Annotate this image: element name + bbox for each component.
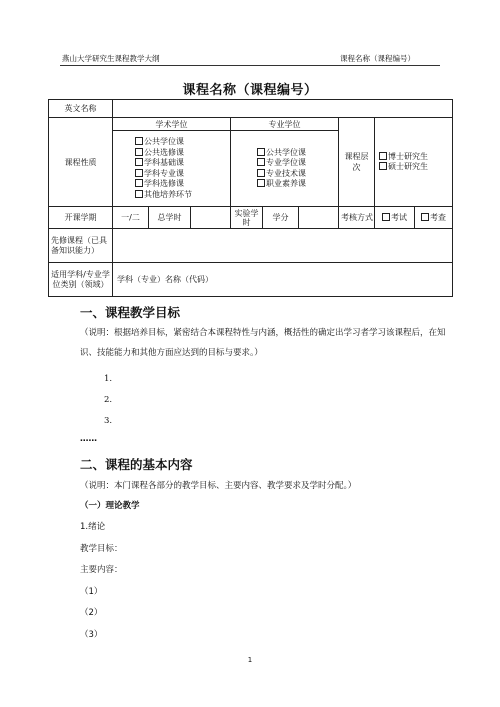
checkbox-icon	[421, 213, 429, 221]
professional-degree-option[interactable]	[257, 158, 336, 169]
page-number: 1	[247, 656, 253, 664]
assessment-check[interactable]: 考查	[415, 207, 453, 229]
academic-degree-label: 学术学位	[113, 118, 231, 131]
academic-degree-option-label: 其他培养环节	[144, 189, 192, 199]
credits-value[interactable]	[299, 207, 339, 229]
academic-degree-option-label: 学科选修课	[144, 179, 184, 188]
content-item-1: （1）	[80, 587, 103, 597]
theory-teaching-heading: （一）理论教学	[80, 501, 140, 511]
professional-degree-label: 专业学位	[231, 118, 339, 131]
total-hours-value[interactable]	[191, 207, 231, 229]
main-content-label: 主要内容：	[80, 565, 123, 575]
academic-degree-option-label: 公共选修课	[144, 147, 184, 157]
checkbox-icon	[382, 213, 390, 221]
applicable-label: 适用学科/专业学位类别（领域）	[49, 263, 113, 297]
academic-degree-option[interactable]	[135, 148, 228, 159]
checkbox-icon	[379, 152, 387, 160]
header-divider	[60, 65, 440, 66]
course-level-option-label: 硕士研究生	[388, 162, 428, 171]
section1-ellipsis: ……	[80, 434, 97, 444]
checkbox-icon	[135, 158, 143, 166]
section1-item-2: 2.	[104, 395, 113, 405]
content-item-2: （2）	[80, 608, 103, 618]
academic-degree-option-label: 公共学位课	[144, 137, 184, 146]
checkbox-icon	[257, 169, 265, 177]
academic-degree-option[interactable]	[135, 169, 228, 180]
total-hours-label: 总学时	[149, 207, 191, 229]
assessment-exam[interactable]: 考试	[375, 207, 415, 229]
prereq-label: 先修课程（已具备知识能力）	[49, 229, 113, 263]
header-right: 课程名称（课程编号）	[340, 54, 415, 63]
checkbox-icon	[379, 162, 387, 170]
english-name-value[interactable]	[113, 100, 453, 118]
checkbox-icon	[135, 190, 143, 198]
professional-degree-option-label: 专业技术课	[266, 168, 306, 178]
checkbox-icon	[257, 179, 265, 187]
header-left: 燕山大学研究生课程教学大纲	[62, 54, 160, 63]
course-nature-label: 课程性质	[49, 118, 113, 207]
lab-hours-label: 实验学时	[231, 207, 263, 229]
applicable-value: 学科（专业）名称（代码）	[113, 263, 453, 297]
academic-degree-options	[113, 131, 231, 207]
professional-degree-option-label: 公共学位课	[266, 147, 306, 157]
checkbox-icon	[135, 179, 143, 187]
academic-degree-option[interactable]	[135, 190, 228, 201]
professional-degree-option[interactable]	[257, 148, 336, 159]
professional-degree-option-label: 职业素养课	[266, 179, 306, 188]
professional-degree-options	[231, 131, 339, 207]
checkbox-icon	[135, 169, 143, 177]
assessment-label: 考核方式	[339, 207, 375, 229]
section2-heading: 二、课程的基本内容	[80, 457, 193, 472]
document-title: 课程名称（课程编号）	[182, 83, 318, 98]
course-level-option[interactable]	[379, 162, 450, 173]
section2-note: （说明：本门课程各部分的教学目标、主要内容、教学要求及学时分配。）	[80, 481, 357, 491]
section1-heading: 一、课程教学目标	[80, 305, 181, 320]
section1-item-1: 1.	[104, 374, 113, 384]
course-level-label: 课程层次	[339, 118, 375, 207]
academic-degree-option-label: 学科专业课	[144, 168, 184, 178]
semester-value: 一/二	[113, 207, 149, 229]
checkbox-icon	[257, 148, 265, 156]
chapter-title: 1.绪论	[80, 522, 106, 532]
section1-note: （说明：根据培养目标，紧密结合本课程特性与内涵，概括性的确定出学习者学习该课程后，在知识、技能能力和其他方面应达到的目标与要求。）	[80, 328, 446, 358]
credits-label: 学分	[263, 207, 299, 229]
professional-degree-option[interactable]	[257, 179, 336, 190]
academic-degree-option[interactable]	[135, 179, 228, 190]
checkbox-icon	[257, 158, 265, 166]
academic-degree-option[interactable]	[135, 137, 228, 148]
content-item-3: （3）	[80, 630, 103, 640]
teaching-goal-label: 教学目标：	[80, 544, 123, 554]
checkbox-icon	[135, 148, 143, 156]
checkbox-icon	[135, 137, 143, 145]
professional-degree-option[interactable]	[257, 169, 336, 180]
course-level-option-label: 博士研究生	[388, 151, 428, 161]
course-level-option[interactable]	[379, 152, 450, 163]
english-name-label: 英文名称	[49, 100, 113, 118]
professional-degree-option-label: 专业学位课	[266, 158, 306, 167]
academic-degree-option-label: 学科基础课	[144, 158, 184, 167]
course-info-table	[48, 99, 453, 297]
academic-degree-option[interactable]	[135, 158, 228, 169]
prereq-value[interactable]	[113, 229, 453, 263]
section1-item-3: 3.	[104, 416, 113, 426]
semester-label: 开课学期	[49, 207, 113, 229]
course-level-options	[375, 118, 453, 207]
